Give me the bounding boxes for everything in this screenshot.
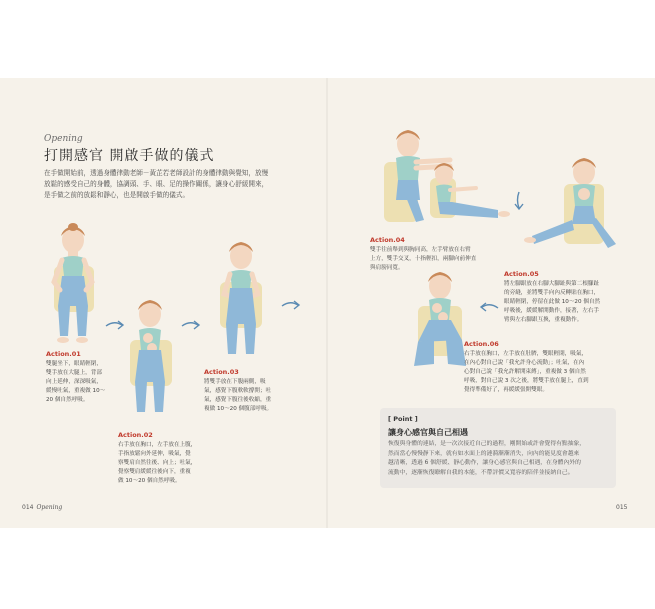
action-line: 在內心對自己說「我允許身心流動」；吐氣，在內 bbox=[464, 360, 585, 366]
folio-number: 015 bbox=[616, 504, 628, 511]
action-line: 雙手放在大腿上，背部 bbox=[46, 370, 102, 376]
action-line: 呼吸後，緩緩解開動作，接著，左右手 bbox=[504, 308, 600, 314]
action-line: 上方，雙手交叉，十指輕扣，兩腳向前伸直 bbox=[370, 256, 477, 262]
action-line: 向上延伸，深深吸氣， bbox=[46, 379, 102, 385]
intro-paragraph bbox=[44, 168, 294, 201]
action-line: 臂與左右腳跟互換，重複動作。 bbox=[504, 317, 583, 323]
point-line: 恢復與身體的連結，是一次次接近自己的過程，剛開始或許會覺得有點抽象， bbox=[388, 441, 586, 447]
section-label: Opening bbox=[44, 134, 83, 144]
action-line: 複做 10～20 個腹部呼吸。 bbox=[204, 406, 273, 412]
figure-action-05-illustration bbox=[524, 154, 634, 264]
action-line: 與肩膀同寬。 bbox=[370, 265, 404, 271]
action-line: 眼睛輕閉，停留在此做 10～20 個自然 bbox=[504, 299, 601, 305]
action-04-title: Action.04 bbox=[370, 236, 405, 244]
action-line: 手指放鬆向外延伸，吸氣，覺 bbox=[118, 451, 191, 457]
arrow-right-icon bbox=[280, 298, 302, 312]
figure-action-01-illustration bbox=[42, 218, 104, 348]
action-line: 覺察雙肩緩緩往後向下，重複 bbox=[118, 469, 191, 475]
action-06-text bbox=[464, 350, 589, 395]
point-callout-box bbox=[380, 408, 616, 488]
point-title: 讓身心感官與自己相遇 bbox=[388, 428, 468, 437]
action-line: 雙手往前舉到與胸同高，左手臂放在右臂 bbox=[370, 247, 471, 253]
point-line: 越清晰，透過 6 個舒緩、靜心動作，讓身心感官與自己相遇，在身體內外的 bbox=[388, 460, 581, 466]
point-line: 然而當心慢慢靜下來，就有如水面上的漣漪漸漸消失，向內的能見度會越來 bbox=[388, 450, 580, 457]
action-line: 20 個自然呼吸。 bbox=[46, 397, 89, 403]
action-05-text bbox=[504, 280, 600, 325]
intro-line: 放鬆的感受自己的身體，協調頭、手、眼、足的操作關係，讓身心舒緩開來， bbox=[44, 180, 269, 188]
action-line: 察雙肩自然往後、向上；吐氣， bbox=[118, 460, 197, 466]
folio-number: 014 bbox=[22, 504, 34, 511]
action-line: 右手放在胸口，左手放在上腹， bbox=[118, 442, 197, 448]
action-line: 氣，感覺下腹往後收縮，重 bbox=[204, 397, 272, 403]
action-line: 覺得準備好了，再緩緩張開雙眼。 bbox=[464, 387, 548, 393]
action-line: 將左腳跟放在右腳大腳趾與第二根腳趾 bbox=[504, 281, 600, 287]
action-02-text bbox=[118, 441, 196, 486]
action-line: 雙腿坐下，眼睛輕閉， bbox=[46, 361, 102, 367]
action-01-text bbox=[46, 360, 105, 405]
book-spread bbox=[0, 78, 655, 528]
action-05-title: Action.05 bbox=[504, 270, 539, 278]
action-03-text bbox=[204, 378, 272, 414]
action-line: 右手放在胸口，左手放在肚臍，雙眼輕閉，吸氣， bbox=[464, 351, 588, 357]
page-headline: 打開感官 開啟手做的儀式 bbox=[44, 148, 215, 164]
page-number-left bbox=[22, 504, 62, 511]
left-page bbox=[0, 78, 327, 528]
folio-section: Opening bbox=[36, 504, 63, 511]
intro-line: 在手做開始前，透過身體律動老師－黃芷若老師設計的身體律動與覺知，放慢 bbox=[44, 169, 269, 177]
action-line: 緩慢吐氣，重複做 10～ bbox=[46, 388, 106, 394]
action-line: 的旁縫，並將雙手向內反轉貼在胸口， bbox=[504, 290, 600, 296]
arrow-left-icon bbox=[478, 300, 500, 314]
action-06-title: Action.06 bbox=[464, 340, 499, 348]
point-tag: [ Point ] bbox=[388, 415, 418, 423]
action-line: 呼吸，對自己說 3 次之後，將雙手放在腿上，直到 bbox=[464, 378, 589, 384]
right-page bbox=[328, 78, 655, 528]
figure-action-03-illustration bbox=[208, 236, 274, 366]
action-line: 氣，感覺下腹軟軟撐開；吐 bbox=[204, 388, 272, 394]
figure-legs-extended-illustration bbox=[428, 158, 518, 228]
page-number-right bbox=[616, 504, 627, 511]
action-03-title: Action.03 bbox=[204, 368, 239, 376]
arrow-right-icon bbox=[180, 318, 202, 332]
action-line: 心對自己說「我允許解開束縛」，重複做 3 個自然 bbox=[464, 369, 586, 375]
point-text bbox=[388, 440, 610, 478]
point-line: 流動中，逐漸恢復瞭解自我的本能，不帶評價又寬容的陪伴並接納自己。 bbox=[388, 469, 574, 476]
action-line: 將雙手放在下腹兩側，吸 bbox=[204, 379, 266, 385]
action-line: 做 10～20 個自然呼吸。 bbox=[118, 478, 181, 484]
intro-line: 是手做之前的放鬆和靜心，也是開啟手做的儀式。 bbox=[44, 191, 190, 199]
action-01-title: Action.01 bbox=[46, 350, 81, 358]
action-02-title: Action.02 bbox=[118, 431, 153, 439]
figure-action-02-illustration bbox=[118, 296, 182, 426]
